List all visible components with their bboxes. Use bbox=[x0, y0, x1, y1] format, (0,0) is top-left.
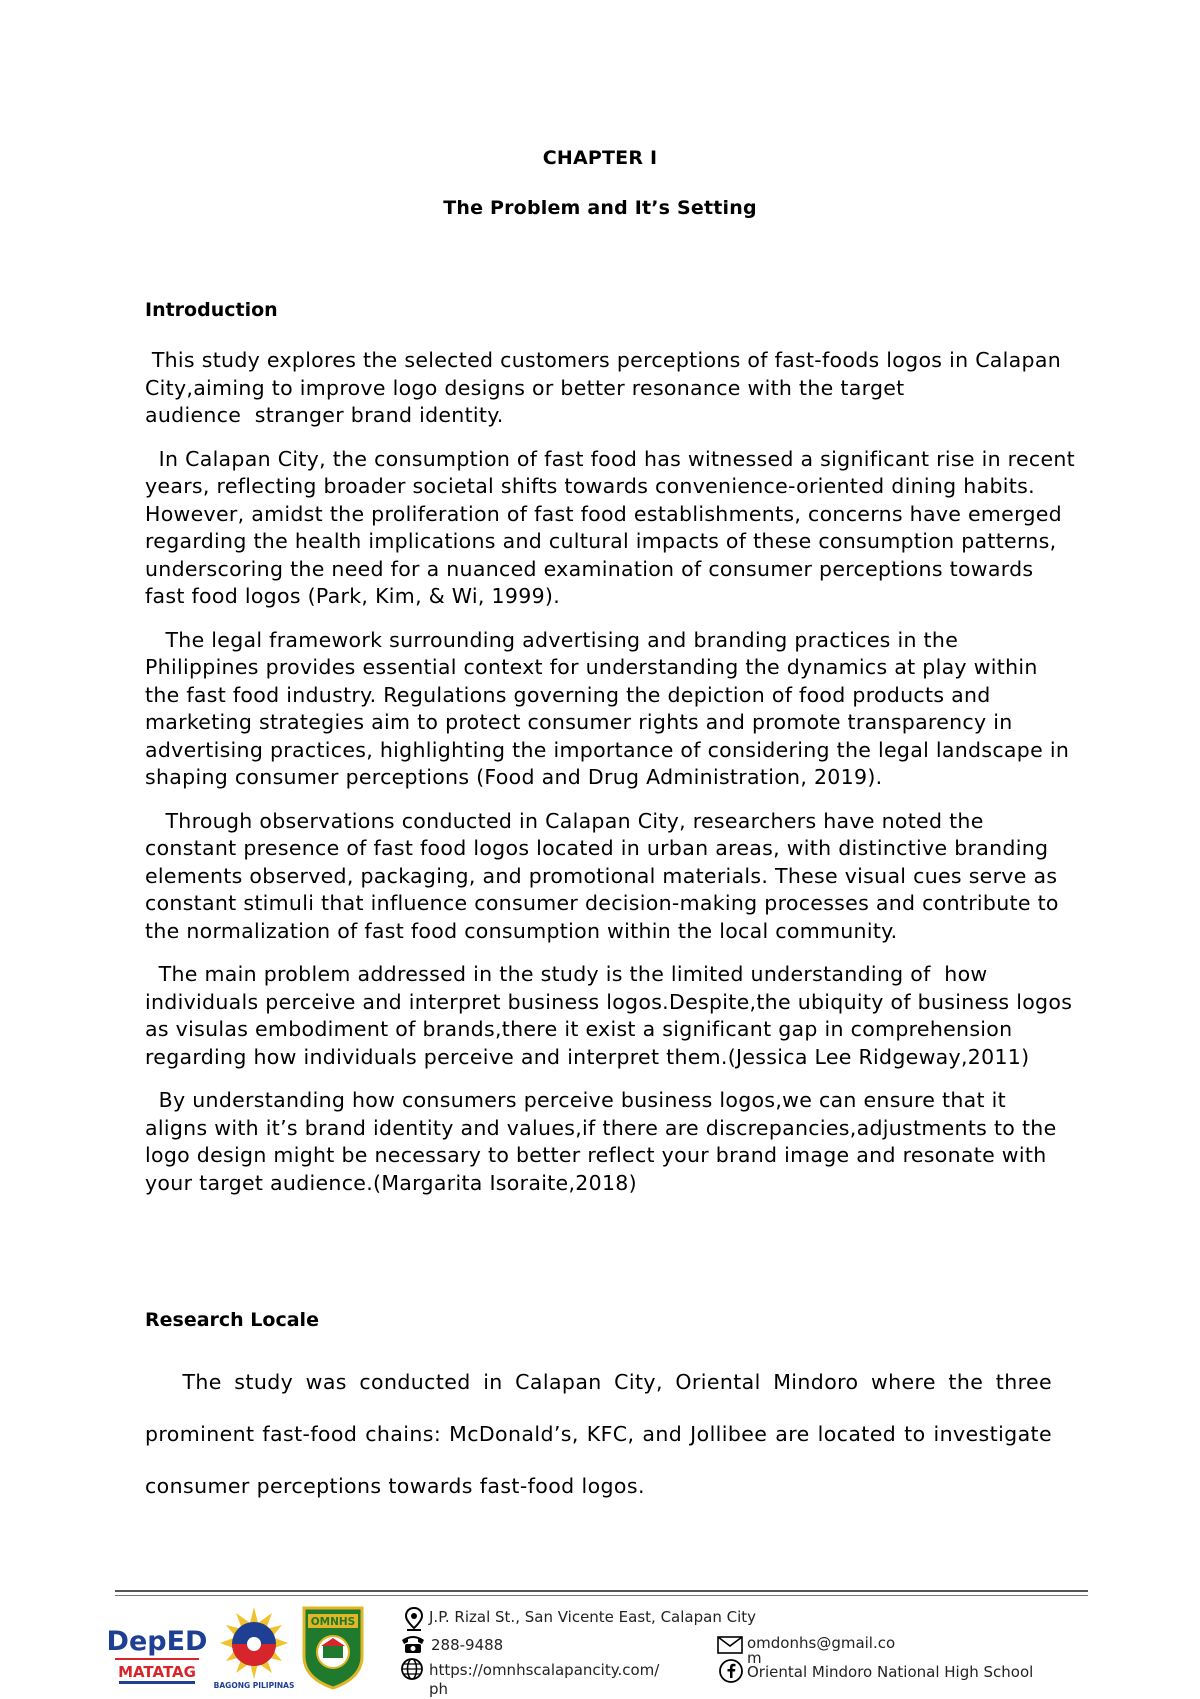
paragraph: The main problem addressed in the study is the limited understanding of how individuals perceive and interpret business logos.Despite,the ubiquity of business logos as visulas embodiment of brands,there it exist a significant gap in comprehension regarding how individuals perceive and interpret them.(Jessica Lee Ridgeway,2011) bbox=[145, 962, 1073, 1069]
facebook-icon bbox=[718, 1658, 744, 1684]
paragraph: In Calapan City, the consumption of fast food has witnessed a significant rise in recent years, reflecting broader societal shifts towards convenience-oriented dining habits. However, amidst the proliferation of fast food establishments, concerns have emerged regarding the health implications and cultural impacts of these consumption patterns, underscoring the need for a nuanced examination of consumer perceptions towards fast food logos (Park, Kim, & Wi, 1999). bbox=[145, 446, 1075, 608]
footer-email-line1[interactable]: omdonhs@gmail.co bbox=[747, 1634, 896, 1652]
footer-divider-thin bbox=[115, 1595, 1088, 1596]
paragraph: This study explores the selected customers perceptions of fast-foods logos in Calapan City,aiming to improve logo designs or better resonance with the target audience stranger brand identity. bbox=[145, 348, 1061, 427]
telephone-icon bbox=[400, 1632, 426, 1654]
deped-logo-text: DepED bbox=[106, 1626, 208, 1657]
paragraph: Through observations conducted in Calapan City, researchers have noted the constant presence of fast food logos located in urban areas, with distinctive branding elements observed, packaging, and promotional materials. These visual cues serve as constant stimuli that influence consumer decision-making processes and contribute to the normalization of fast food consumption within the local community. bbox=[145, 808, 1059, 943]
introduction-heading: Introduction bbox=[145, 299, 278, 321]
envelope-icon bbox=[717, 1636, 743, 1654]
footer-email-line2[interactable]: m bbox=[747, 1649, 762, 1667]
footer-phone: 288-9488 bbox=[431, 1636, 504, 1654]
paragraph: The legal framework surrounding advertising and branding practices in the Philippines provides essential context for understanding the dynamics at play within the fast food industry. Regulations governing the depiction of food products and marketing strategies aim to protect consumer rights and promote transparency in advertising practices, highlighting the importance of considering the legal landscape in shaping consumer perceptions (Food and Drug Administration, 2019). bbox=[145, 627, 1070, 789]
omnhs-seal-logo bbox=[298, 1604, 368, 1690]
footer-website-line1[interactable]: https://omnhscalapancity.com/ bbox=[429, 1661, 660, 1679]
bagong-pilipinas-logo bbox=[214, 1605, 294, 1691]
location-pin-icon bbox=[404, 1606, 424, 1632]
paragraph: By understanding how consumers perceive business logos,we can ensure that it aligns with it’s brand identity and values,if there are discrepancies,adjustments to the logo design might be necessary to better reflect your brand image and resonate with your target audience.(Margarita Isoraite,2018) bbox=[145, 1088, 1057, 1195]
footer-address: J.P. Rizal St., San Vicente East, Calapan City bbox=[429, 1608, 756, 1626]
research-locale-body: The study was conducted in Calapan City, Oriental Mindoro where the three prominent fast-food chains: McDonald’s, KFC, and Jollibee are located to investigate consumer perceptions towards fast-food logos. bbox=[145, 1370, 1052, 1498]
footer-facebook[interactable]: Oriental Mindoro National High School bbox=[747, 1663, 1034, 1681]
matatag-logo-text: MATATAG bbox=[118, 1663, 196, 1681]
footer-website[interactable] bbox=[429, 1661, 659, 1699]
chapter-subtitle: The Problem and It’s Setting bbox=[443, 197, 757, 219]
footer-website-line2[interactable]: ph bbox=[429, 1680, 449, 1698]
introduction-body bbox=[145, 347, 1075, 1213]
globe-icon bbox=[400, 1657, 424, 1681]
deped-logo bbox=[106, 1618, 208, 1688]
footer-divider bbox=[115, 1590, 1088, 1592]
chapter-heading: CHAPTER I bbox=[542, 147, 658, 169]
research-locale-heading: Research Locale bbox=[145, 1309, 319, 1331]
bagong-pilipinas-text: BAGONG PILIPINAS bbox=[213, 1681, 295, 1690]
footer-email[interactable] bbox=[747, 1636, 895, 1666]
omnhs-seal-text: OMNHS bbox=[310, 1616, 356, 1628]
